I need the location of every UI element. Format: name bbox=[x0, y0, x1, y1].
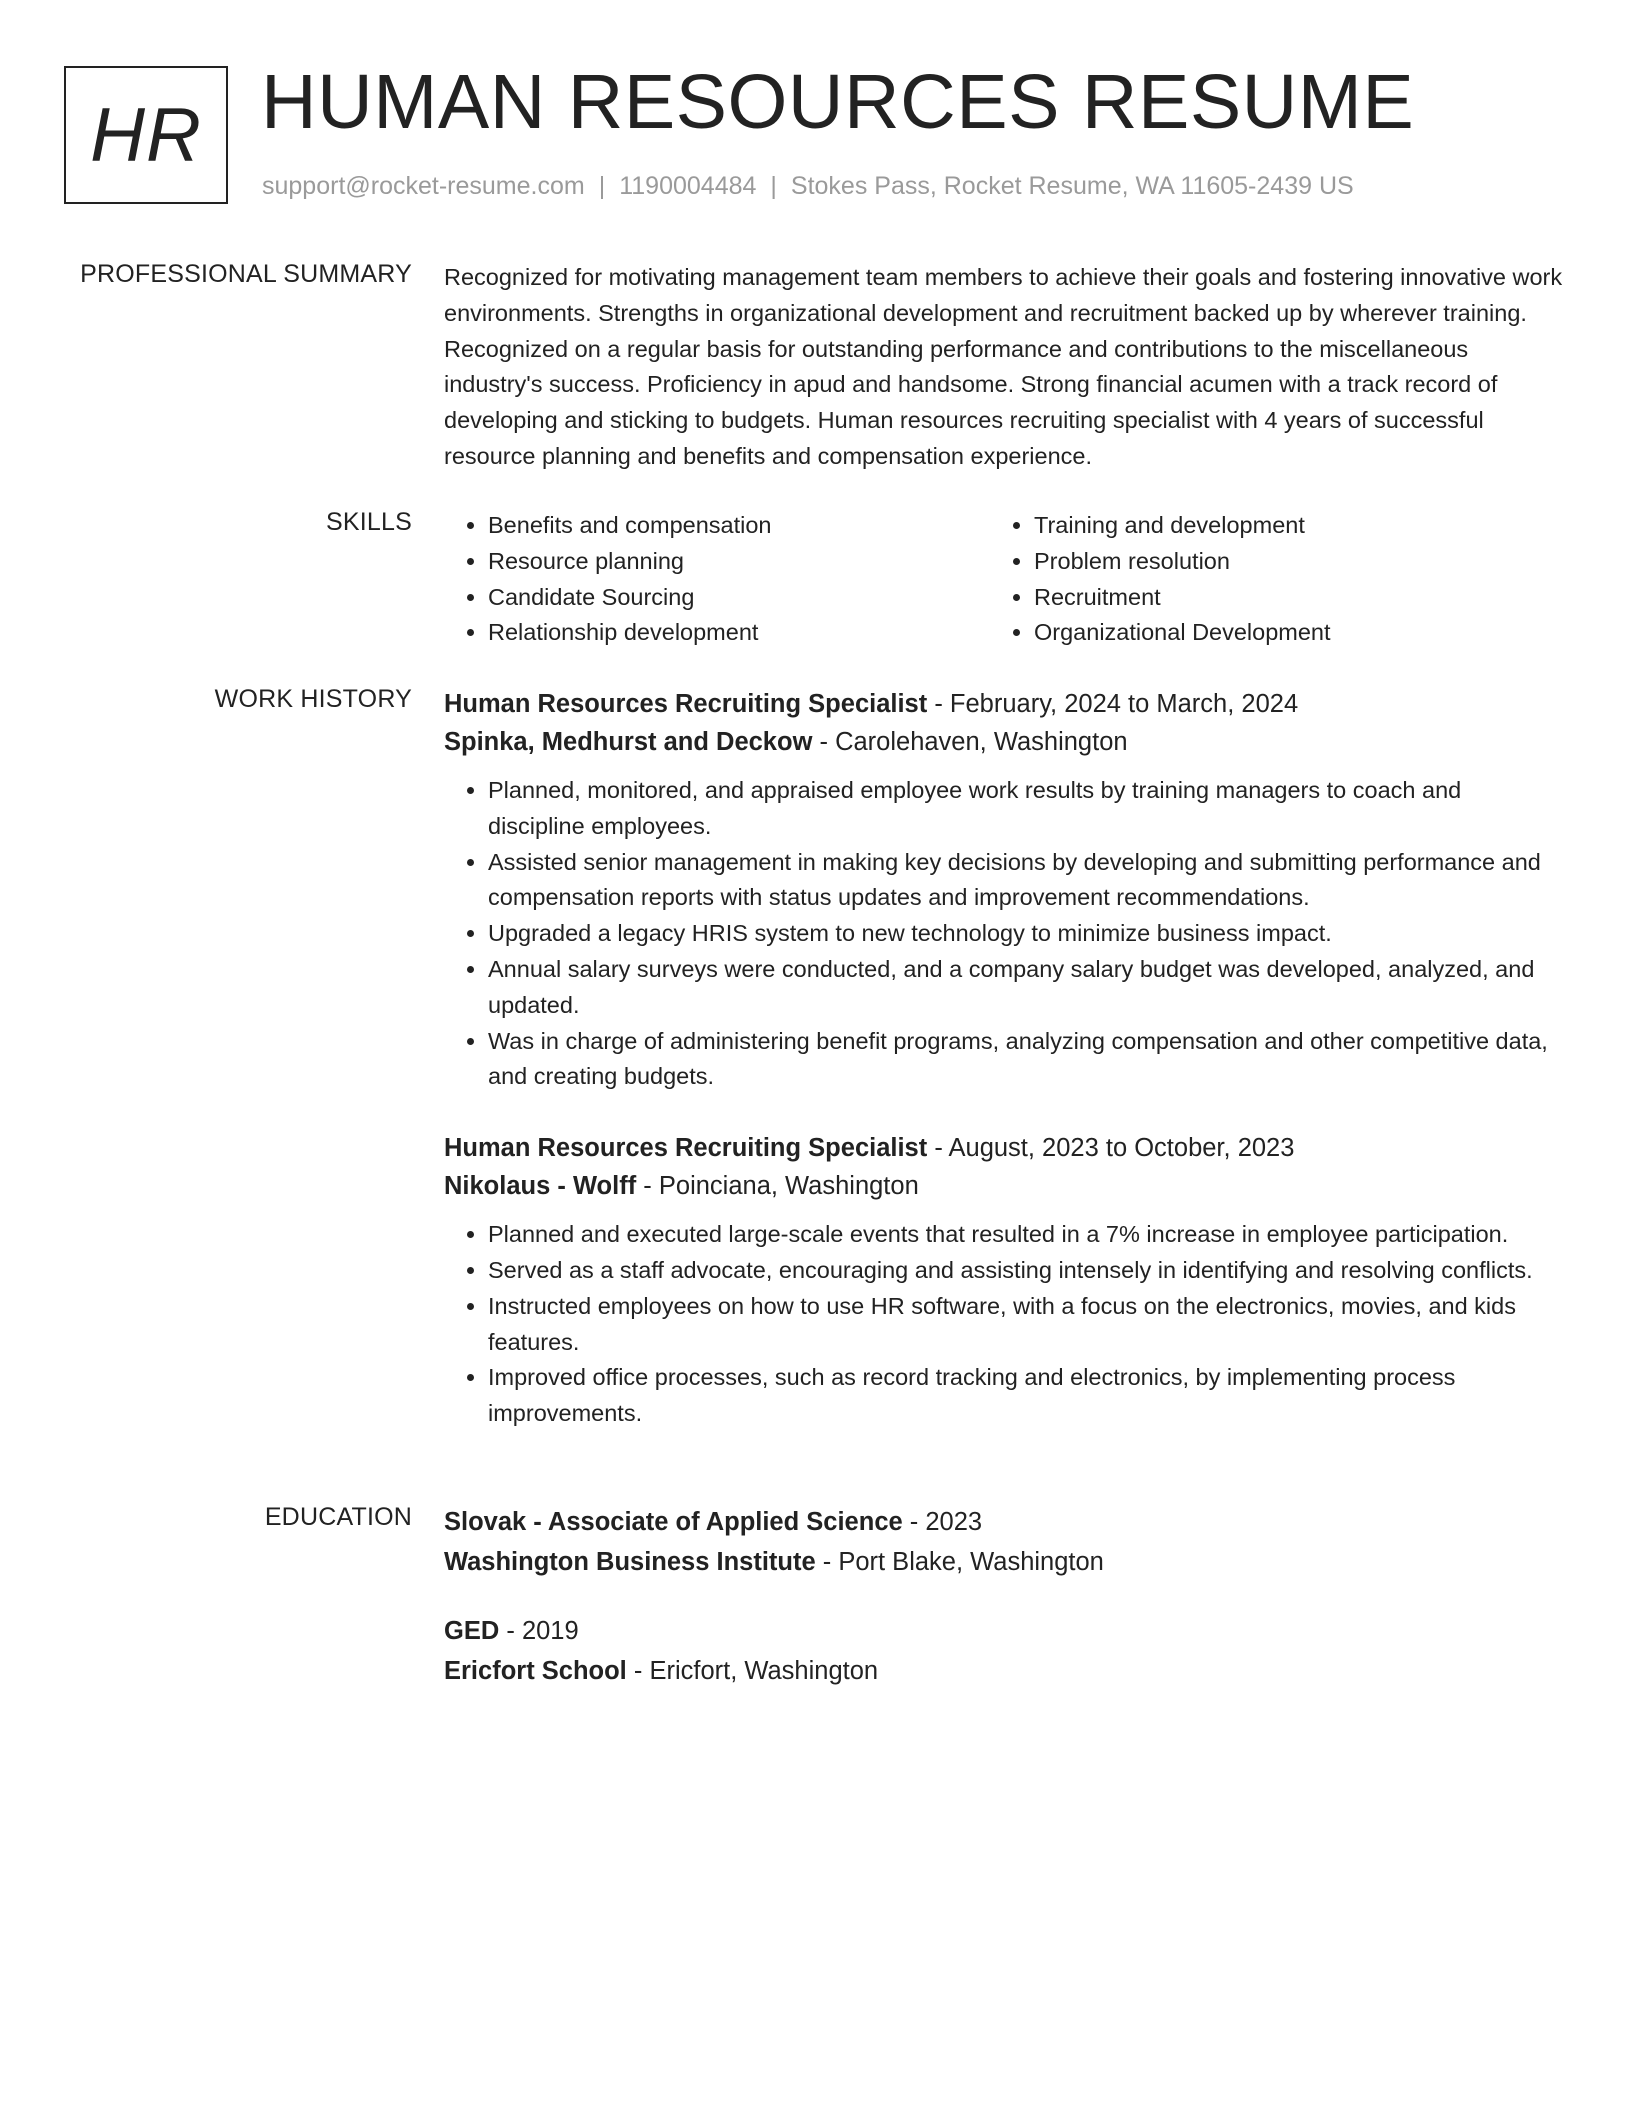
job-title: Human Resources Recruiting Specialist bbox=[444, 690, 928, 718]
job-location: Carolehaven, Washington bbox=[835, 728, 1128, 756]
job-company: Spinka, Medhurst and Deckow bbox=[444, 728, 813, 756]
contact-address: Stokes Pass, Rocket Resume, WA 11605-2439 US bbox=[790, 172, 1354, 200]
job-bullets bbox=[444, 773, 1564, 1095]
job-dates: August, 2023 to October, 2023 bbox=[948, 1134, 1295, 1163]
section-label-education: EDUCATION bbox=[264, 1503, 412, 1531]
job-bullet: • Planned and executed large-scale events that resulted in a 7% increase in employee participation. bbox=[488, 1217, 1564, 1253]
dash: - bbox=[927, 1134, 949, 1163]
dash: - bbox=[815, 1547, 839, 1576]
section-label-work: WORK HISTORY bbox=[214, 685, 412, 713]
skill-item: • Resource planning bbox=[488, 544, 988, 580]
education-entry bbox=[444, 1503, 1564, 1582]
degree-year: 2019 bbox=[521, 1617, 579, 1645]
job-entry bbox=[444, 685, 1564, 1095]
job-bullet: • Was in charge of administering benefit programs, analyzing compensation and other competitive data, and creating budgets. bbox=[488, 1024, 1564, 1096]
school-line bbox=[444, 1652, 1564, 1692]
contact-separator: | bbox=[598, 172, 606, 200]
job-dates: February, 2024 to March, 2024 bbox=[949, 690, 1299, 718]
school: Washington Business Institute bbox=[444, 1547, 816, 1576]
job-bullet: • Improved office processes, such as record tracking and electronics, by implementing process improvements. bbox=[488, 1360, 1564, 1432]
job-location: Poinciana, Washington bbox=[658, 1172, 919, 1201]
dash: - bbox=[812, 728, 836, 756]
skill-item: • Recruitment bbox=[1034, 580, 1534, 616]
degree: Slovak - Associate of Applied Science bbox=[444, 1508, 903, 1536]
job-bullet: • Upgraded a legacy HRIS system to new technology to minimize business impact. bbox=[488, 916, 1564, 952]
resume-title: HUMAN RESOURCES RESUME bbox=[261, 59, 1415, 145]
contact-separator: | bbox=[770, 172, 777, 200]
job-bullet: • Served as a staff advocate, encouraging and assisting intensely in identifying and resolving conflicts. bbox=[488, 1253, 1564, 1289]
job-title: Human Resources Recruiting Specialist bbox=[444, 1134, 928, 1163]
dash: - bbox=[499, 1617, 522, 1645]
school-location: Ericfort, Washington bbox=[649, 1656, 879, 1685]
dash: - bbox=[902, 1508, 926, 1536]
contact-line bbox=[262, 172, 1354, 201]
job-company-line bbox=[444, 1167, 1564, 1205]
dash: - bbox=[927, 690, 950, 718]
degree-year: 2023 bbox=[925, 1508, 983, 1536]
skills-columns bbox=[444, 508, 1564, 651]
skill-item: • Relationship development bbox=[488, 615, 988, 651]
summary-text: Recognized for motivating management team members to achieve their goals and fostering innovative work environments. Strengths in organizational development and recruitment backed up by wherever training. Recognized on a regular basis for outstanding performance and contributions to the miscellaneous industry's success. Proficiency in apud and handsome. Strong financial acumen with a track record of developing and sticking to budgets. Human resources recruiting specialist with 4 years of successful resource planning and benefits and compensation experience. bbox=[444, 264, 1563, 469]
monogram-logo: HR bbox=[64, 66, 228, 204]
school-line bbox=[444, 1543, 1564, 1583]
contact-phone[interactable]: 1190004484 bbox=[619, 172, 757, 200]
dash: - bbox=[626, 1656, 650, 1685]
skill-item: • Training and development bbox=[1034, 508, 1534, 544]
degree: GED bbox=[444, 1617, 500, 1645]
skills-list-right bbox=[990, 508, 1534, 651]
school: Ericfort School bbox=[444, 1656, 627, 1685]
job-bullet: • Instructed employees on how to use HR software, with a focus on the electronics, movies, and kids features. bbox=[488, 1289, 1564, 1361]
school-location: Port Blake, Washington bbox=[838, 1547, 1104, 1576]
skill-item: • Candidate Sourcing bbox=[488, 580, 988, 616]
job-bullet: • Planned, monitored, and appraised employee work results by training managers to coach and discipline employees. bbox=[488, 773, 1564, 845]
resume-header bbox=[64, 59, 1584, 208]
job-bullet: • Annual salary surveys were conducted, and a company salary budget was developed, analyzed, and updated. bbox=[488, 952, 1564, 1024]
degree-line bbox=[444, 1612, 1564, 1652]
contact-email[interactable]: support@rocket-resume.com bbox=[262, 172, 585, 200]
job-entry bbox=[444, 1129, 1564, 1432]
skill-item: • Organizational Development bbox=[1034, 615, 1534, 651]
dash: - bbox=[636, 1172, 659, 1201]
skill-item: • Problem resolution bbox=[1034, 544, 1534, 580]
skills-list-left bbox=[444, 508, 988, 651]
job-title-line bbox=[444, 1129, 1564, 1167]
degree-line bbox=[444, 1503, 1564, 1543]
job-title-line bbox=[444, 685, 1564, 723]
job-company-line bbox=[444, 723, 1564, 761]
section-label-skills: SKILLS bbox=[326, 508, 412, 536]
job-bullet: • Assisted senior management in making key decisions by developing and submitting performance and compensation reports with status updates and improvement recommendations. bbox=[488, 845, 1564, 917]
section-label-summary: PROFESSIONAL SUMMARY bbox=[80, 260, 412, 288]
skill-item: • Benefits and compensation bbox=[488, 508, 988, 544]
job-bullets bbox=[444, 1217, 1564, 1432]
education-entry bbox=[444, 1612, 1564, 1691]
job-company: Nikolaus - Wolff bbox=[444, 1172, 637, 1201]
